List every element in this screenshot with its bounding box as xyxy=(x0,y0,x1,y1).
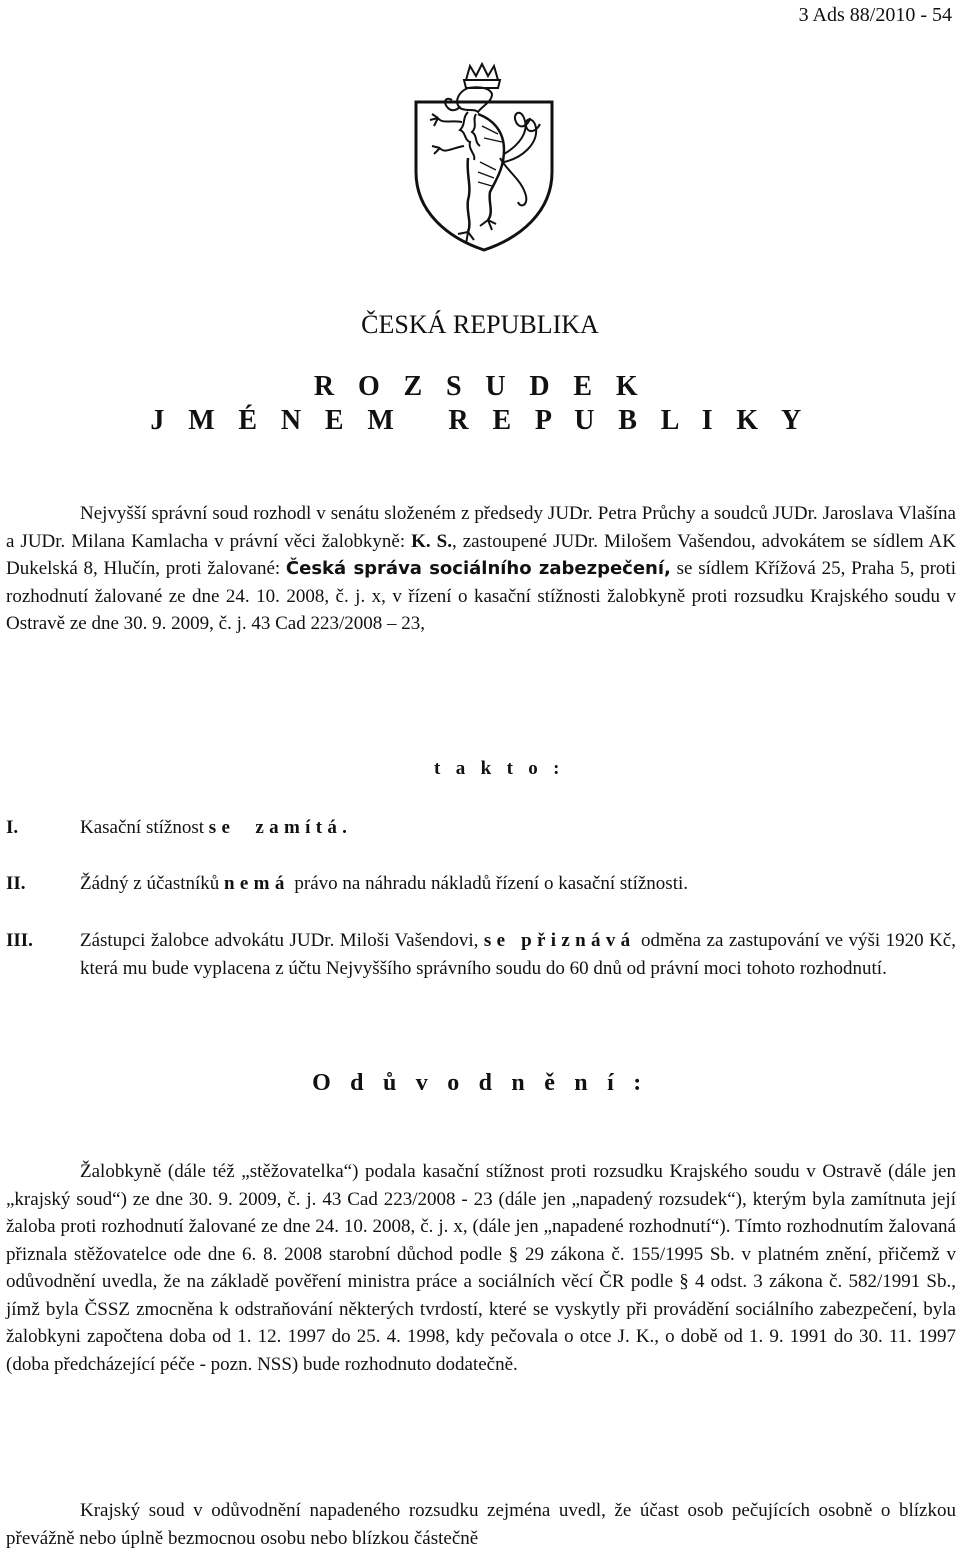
reasoning-paragraph: Krajský soud v odůvodnění napadeného rozsudku zejména uvedl, že účast osob pečujících osobně o blízkou převážně nebo úplně bezmocnou osobu nebo blízkou částečně xyxy=(6,1500,956,1549)
heading-judgment: R O Z S U D E K xyxy=(313,371,647,402)
verdict-item xyxy=(6,814,956,844)
intro-paragraph xyxy=(6,500,956,638)
defendant-name: Česká správa sociálního zabezpečení, xyxy=(285,558,671,579)
reasoning-paragraph: Žalobkyně (dále též „stěžovatelka“) podala kasační stížnost proti rozsudku Krajského soudu v Ostravě (dále jen „krajský soud“) ze dne 30. 9. 2009, č. j. 43 Cad 223/2008 - 23 (dále jen „napadený rozsudek“), kterým byla zamítnuta její žaloba proti rozhodnutí žalované ze dne 24. 10. 2008, č. j. x, (dále jen „napadené rozhodnutí“). Tímto rozhodnutím žalovaná přiznala stěžovatelce ode dne 6. 8. 2008 starobní důchod podle § 29 zákona č. 155/1995 Sb. v platném znění, přičemž v odůvodnění uvedla, že na základě pověření ministra práce a sociálních věcí ČR podle § 4 odst. 3 zákona č. 582/1991 Sb., jímž byla ČSSZ zmocněna k odstraňování některých tvrdostí, které se vyskytly při provádění sociálního zabezpečení, byla žalobkyni započtena doba od 1. 12. 1997 do 25. 4. 1998, kdy pečovala o otce J. K., o době od 1. 9. 1991 do 30. 11. 1997 (doba předcházející péče - pozn. NSS) bude rozhodnuto dodatečně. xyxy=(6,1161,956,1375)
verdict-text xyxy=(80,814,956,842)
verdict-emphasis: se zamítá. xyxy=(208,817,353,838)
intro-text-1: Nejvyšší správní soud rozhodl v senátu složeném z předsedy JUDr. Petra Průchy a soudců JUDr. Jaroslava Vlašína a JUDr. Milana Kamlacha v právní věci žalobkyně: xyxy=(6,503,956,552)
verdict-text-before: Kasační stížnost xyxy=(80,817,209,838)
verdict-text xyxy=(80,927,956,983)
verdict-number: I. xyxy=(6,817,19,838)
takto-heading: t a k t o : xyxy=(434,758,565,779)
heading-title xyxy=(0,370,960,438)
verdict-text-before: Zástupci žalobce advokátu JUDr. Miloši Vašendovi, xyxy=(80,930,484,951)
intro-text-2: , zastoupené JUDr. Milošem Vašendou, advokátem se sídlem AK Dukelská 8, Hlučín, proti žalované: xyxy=(6,530,956,579)
heading-republic: ČESKÁ REPUBLIKA xyxy=(361,310,599,339)
verdict-emphasis: nemá xyxy=(224,873,290,894)
verdict-item xyxy=(6,870,956,900)
intro-text-3: se sídlem Křížová 25, Praha 5, proti rozhodnutí žalované ze dne 24. 10. 2008, č. j. x, v řízení o kasační stížnosti žalobkyně proti rozsudku Krajského soudu v Ostravě ze dne 30. 9. 2009, č. j. 43 Cad 223/2008 – 23, xyxy=(6,558,956,634)
verdict-emphasis: se přiznává xyxy=(483,930,636,951)
verdict-text xyxy=(80,870,956,898)
verdict-text-before: Žádný z účastníků xyxy=(80,873,225,894)
reasoning-heading: O d ů v o d n ě n í : xyxy=(312,1070,648,1096)
verdict-number: III. xyxy=(6,930,33,951)
verdict-number: II. xyxy=(6,873,26,894)
verdict-text-after: právo na náhradu nákladů řízení o kasační stížnosti. xyxy=(289,873,688,894)
case-reference: 3 Ads 88/2010 - 54 xyxy=(798,4,952,26)
plaintiff-name: K. S. xyxy=(411,530,452,552)
heading-in-the-name: J M É N E M R E P U B L I K Y xyxy=(150,405,810,436)
verdict-text-after: odměna za zastupování ve výši 1920 Kč, která mu bude vyplacena z účtu Nejvyššího správního soudu do 60 dnů od právní moci tohoto rozhodnutí. xyxy=(80,930,956,979)
verdict-item xyxy=(6,927,956,1017)
czech-lion-coat-of-arms-icon xyxy=(408,62,560,252)
